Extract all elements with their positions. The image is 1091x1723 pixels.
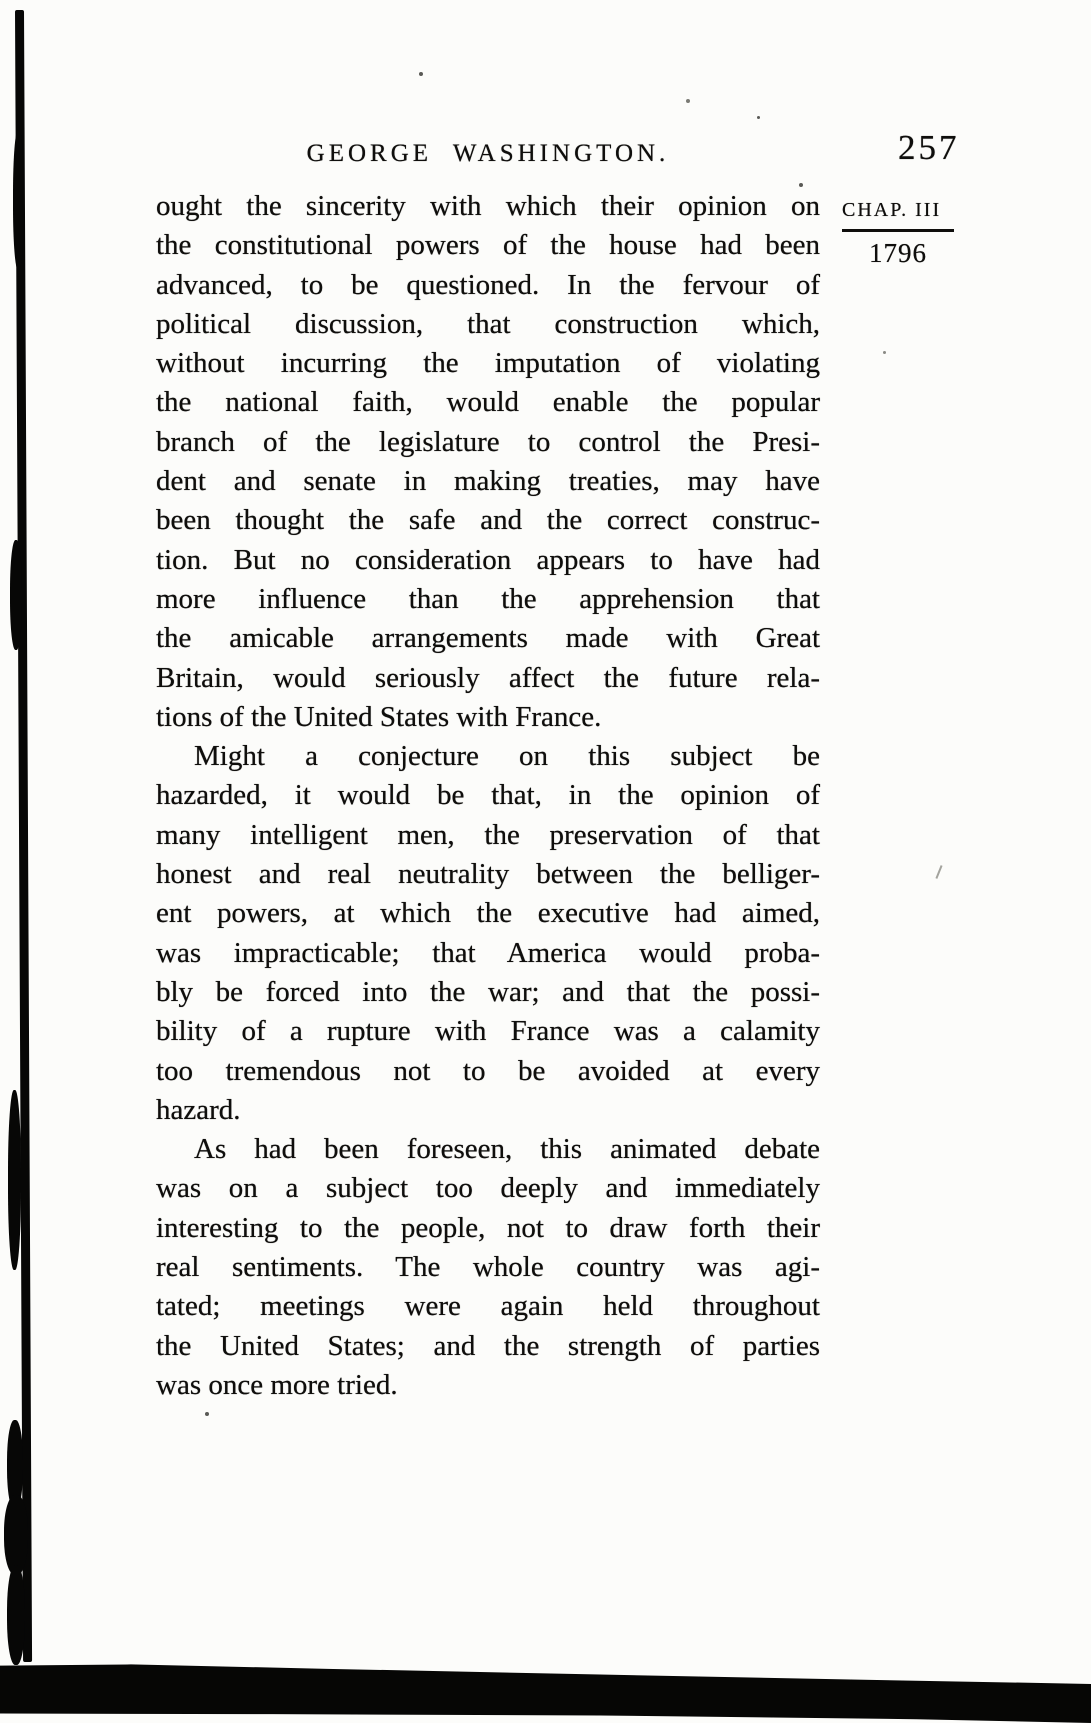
paragraph — [156, 737, 820, 1130]
text-line: the amicable arrangements made with Great — [156, 622, 820, 655]
text-line: too tremendous not to be avoided at every — [156, 1054, 820, 1087]
chapter-label: CHAP. III — [842, 199, 942, 221]
binding-ink-blob — [13, 130, 24, 270]
text-line: hazard. — [156, 1093, 241, 1126]
text-line: Might a conjecture on this subject be — [194, 740, 820, 773]
margin-note-rule — [842, 229, 954, 232]
text-line: Britain, would seriously affect the future rela- — [156, 661, 820, 694]
text-line: political discussion, that construction which, — [156, 307, 820, 340]
page-number: 257 — [898, 128, 960, 167]
text-line: was once more tried. — [156, 1368, 398, 1401]
text-line: branch of the legislature to control the Presi- — [156, 425, 820, 458]
page-body — [156, 187, 820, 1405]
binding-ink-blob — [7, 1565, 25, 1665]
scan-slash-mark — [935, 865, 942, 879]
text-line: was impracticable; that America would proba- — [156, 936, 820, 969]
paragraph — [156, 1130, 820, 1405]
margin-note — [842, 199, 954, 269]
scan-speck — [757, 116, 760, 119]
text-line: the United States; and the strength of parties — [156, 1329, 820, 1362]
text-line: tated; meetings were again held throughout — [156, 1290, 820, 1323]
text-line: the national faith, would enable the popular — [156, 386, 820, 419]
text-line: tion. But no consideration appears to have had — [156, 543, 820, 576]
text-line: bility of a rupture with France was a calamity — [156, 1015, 820, 1048]
text-line: advanced, to be questioned. In the fervour of — [156, 268, 820, 301]
text-line: ent powers, at which the executive had aimed, — [156, 897, 820, 930]
text-line: been thought the safe and the correct construc- — [156, 504, 820, 537]
scan-speck — [205, 1412, 209, 1416]
binding-ink-blob — [10, 540, 22, 650]
text-line: bly be forced into the war; and that the possi- — [156, 975, 820, 1008]
scan-edge-bar — [0, 1660, 1091, 1723]
scan-speck — [883, 351, 886, 354]
running-header-title: GEORGE WASHINGTON. — [306, 140, 670, 167]
text-line: was on a subject too deeply and immediately — [156, 1172, 820, 1205]
text-line: ought the sincerity with which their opinion on — [156, 190, 820, 222]
binding-ink-blob — [4, 1495, 28, 1575]
year-label: 1796 — [869, 238, 927, 268]
paragraph — [156, 187, 820, 737]
scan-speck — [686, 99, 690, 103]
text-line: real sentiments. The whole country was agi- — [156, 1251, 820, 1284]
text-line: hazarded, it would be that, in the opinion of — [156, 779, 820, 812]
binding-ink-blob — [8, 1090, 21, 1270]
text-line: interesting to the people, not to draw forth their — [156, 1211, 820, 1244]
text-line: the constitutional powers of the house had been — [156, 229, 820, 262]
text-line: dent and senate in making treaties, may have — [156, 465, 820, 498]
text-line: honest and real neutrality between the belliger- — [156, 858, 820, 891]
text-line: many intelligent men, the preservation of that — [156, 818, 820, 851]
text-line: without incurring the imputation of violating — [156, 347, 820, 380]
text-line: As had been foreseen, this animated debate — [194, 1133, 820, 1166]
text-line: tions of the United States with France. — [156, 700, 602, 733]
scan-speck — [419, 72, 423, 76]
scan-speck — [799, 183, 803, 187]
text-line: more influence than the apprehension that — [156, 582, 820, 615]
